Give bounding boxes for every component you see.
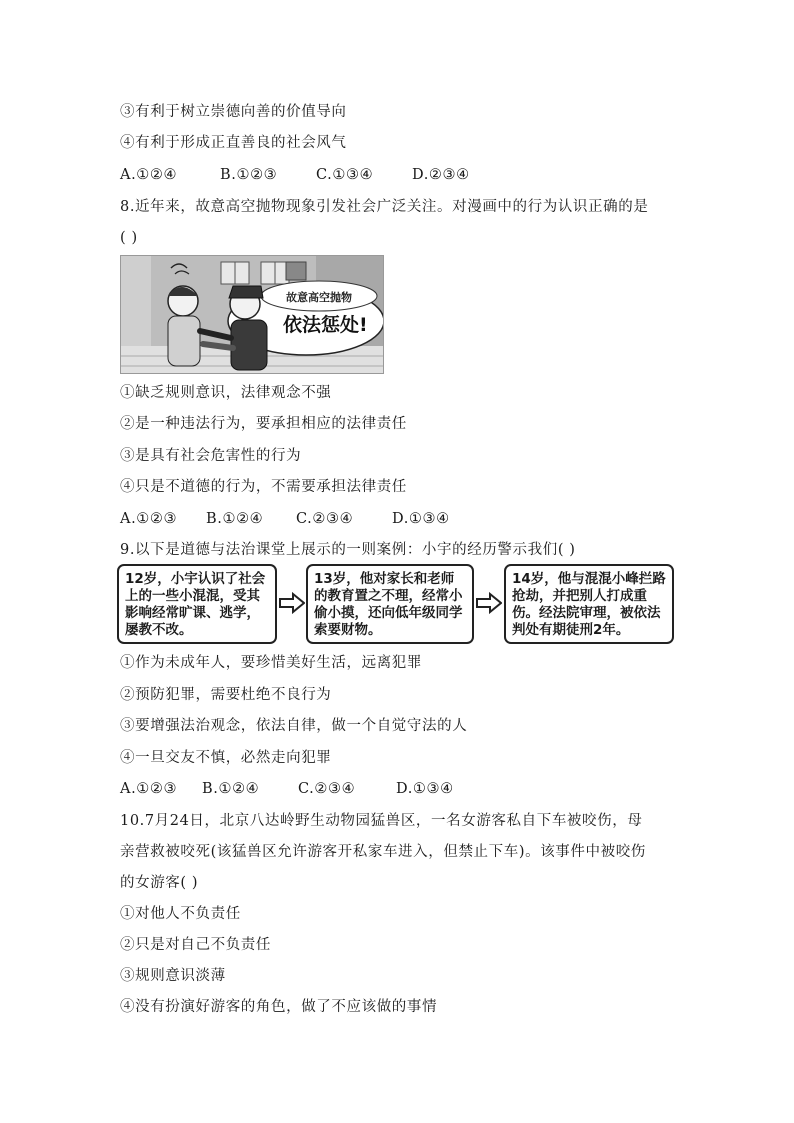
arrow-right-icon — [279, 592, 305, 614]
q10-stem-line-3: 的女游客( ) — [120, 875, 199, 891]
q9-case-step-2: 13岁，他对家长和老师的教育置之不理，经常小偷小摸，还向低年级同学索要财物。 — [306, 564, 474, 644]
q9-choice-c[interactable]: C.②③④ — [298, 781, 356, 797]
q10-option-4: ④没有扮演好游客的角色，做了不应该做的事情 — [120, 999, 438, 1015]
q7-choice-a[interactable]: A.①②④ — [120, 167, 178, 183]
q8-choice-b[interactable]: B.①②④ — [206, 511, 264, 527]
q8-option-2: ②是一种违法行为，要承担相应的法律责任 — [120, 416, 407, 432]
q10-option-3: ③规则意识淡薄 — [120, 968, 226, 984]
q9-option-3: ③要增强法治观念，依法自律，做一个自觉守法的人 — [120, 718, 468, 734]
q9-stem: 9.以下是道德与法治课堂上展示的一则案例：小宇的经历警示我们( ) — [120, 542, 576, 558]
q7-choice-d[interactable]: D.②③④ — [412, 167, 470, 183]
q8-choice-c[interactable]: C.②③④ — [296, 511, 354, 527]
q10-option-2: ②只是对自己不负责任 — [120, 937, 271, 953]
q8-cartoon — [120, 255, 384, 374]
q7-option-3: ③有利于树立崇德向善的价值导向 — [120, 104, 347, 120]
q8-choices — [120, 509, 450, 529]
q9-choice-b[interactable]: B.①②④ — [202, 781, 260, 797]
arrow-right-icon — [476, 592, 502, 614]
q10-stem-line-2: 亲营救被咬死(该猛兽区允许游客开私家车进入，但禁止下车)。该事件中被咬伤 — [120, 844, 646, 860]
q9-case-step-3: 14岁，他与混混小峰拦路抢劫，并把别人打成重伤。经法院审理，被依法判处有期徒刑2年。 — [504, 564, 674, 644]
q8-answer-blank: ( ) — [120, 230, 138, 246]
q8-option-3: ③是具有社会危害性的行为 — [120, 448, 302, 464]
q7-choice-b[interactable]: B.①②③ — [220, 167, 278, 183]
q9-option-1: ①作为未成年人，要珍惜美好生活，远离犯罪 — [120, 655, 422, 671]
q9-option-2: ②预防犯罪，需要杜绝不良行为 — [120, 687, 332, 703]
q7-option-4: ④有利于形成正直善良的社会风气 — [120, 135, 347, 151]
q9-case-step-1: 12岁，小宇认识了社会上的一些小混混，受其影响经常旷课、逃学，屡教不改。 — [117, 564, 277, 644]
q10-option-1: ①对他人不负责任 — [120, 906, 241, 922]
q7-choice-c[interactable]: C.①③④ — [316, 167, 374, 183]
q9-choices — [120, 779, 454, 799]
q8-stem: 8.近年来，故意高空抛物现象引发社会广泛关注。对漫画中的行为认识正确的是 — [120, 199, 649, 215]
q9-choice-a[interactable]: A.①②③ — [120, 781, 178, 797]
q9-option-4: ④一旦交友不慎，必然走向犯罪 — [120, 750, 332, 766]
q10-stem-line-1: 10.7月24日，北京八达岭野生动物园猛兽区，一名女游客私自下车被咬伤，母 — [120, 813, 643, 829]
q8-option-4: ④只是不道德的行为，不需要承担法律责任 — [120, 479, 407, 495]
q9-choice-d[interactable]: D.①③④ — [396, 781, 454, 797]
q8-choice-a[interactable]: A.①②③ — [120, 511, 178, 527]
q7-choices — [120, 165, 470, 185]
q8-choice-d[interactable]: D.①③④ — [392, 511, 450, 527]
cartoon-speech-text: 依法惩处! — [283, 314, 368, 336]
cartoon-sign-text: 故意高空抛物 — [286, 291, 352, 304]
q8-option-1: ①缺乏规则意识，法律观念不强 — [120, 385, 332, 401]
